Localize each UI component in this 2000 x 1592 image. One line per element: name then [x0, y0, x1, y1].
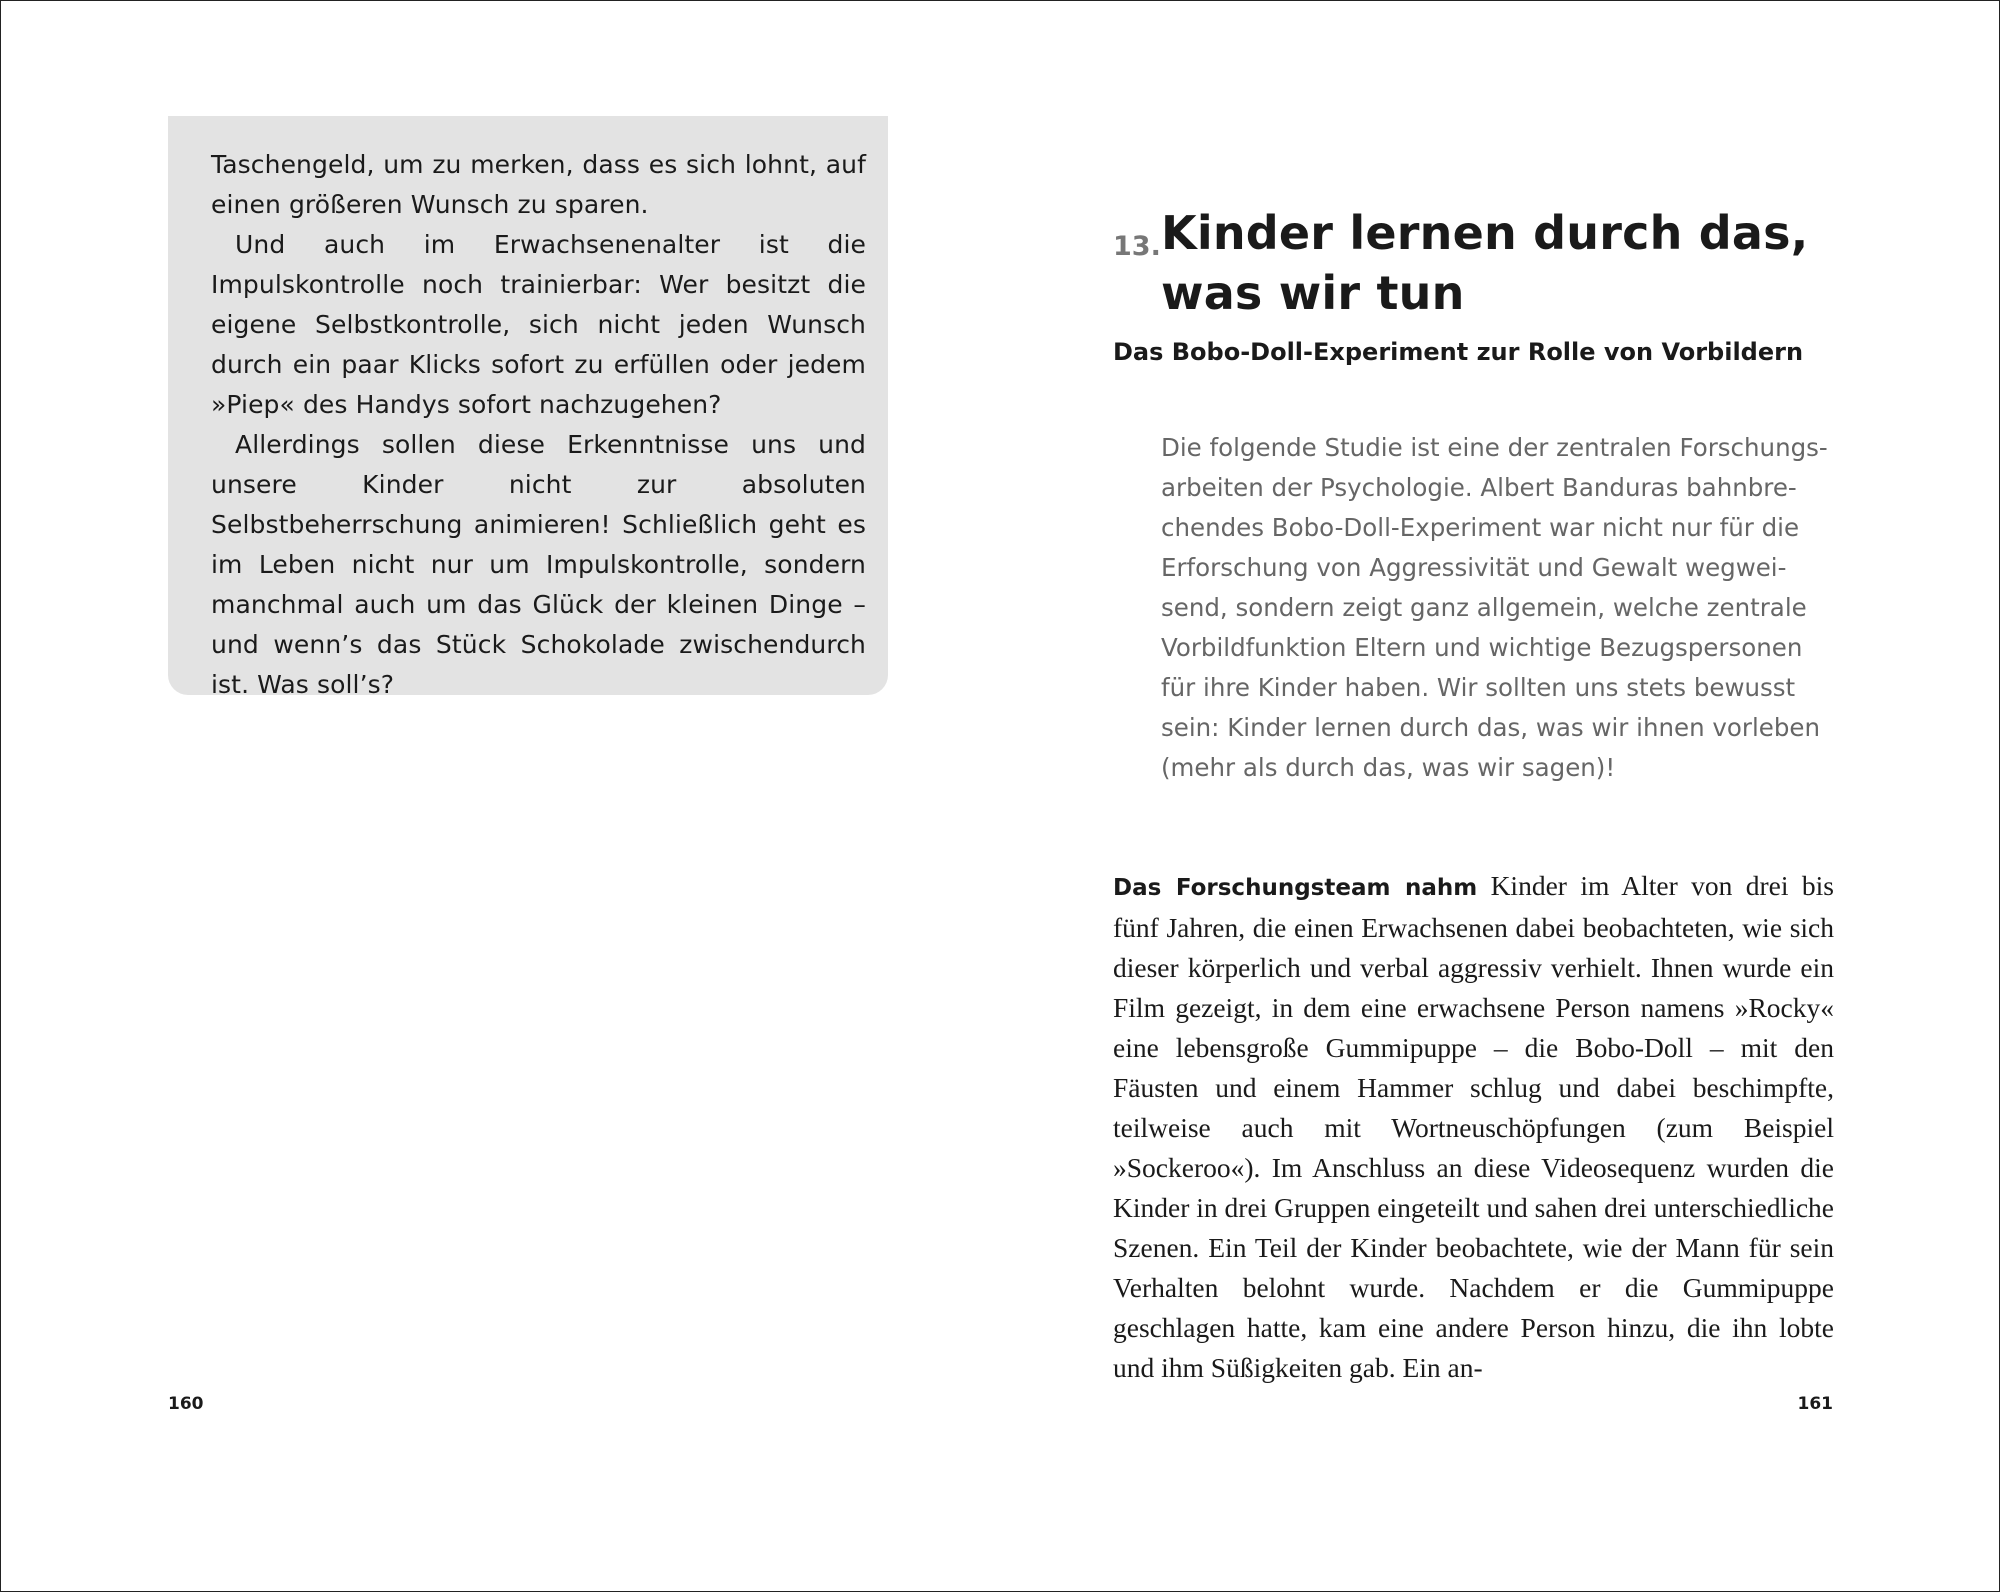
intro-line: send, sondern zeigt ganz allgemein, welche zentrale: [1161, 593, 1807, 622]
box-paragraph: Allerdings sollen diese Erkenntnisse uns und unsere Kinder nicht zur absoluten Selbstbeherrschung animieren! Schließlich geht es im Leben nicht nur um Impulskontrolle, sondern manchmal auch um das Glück der kleinen Dinge – und wenn’s das Stück Schokolade zwischendurch ist. Was soll’s?: [211, 430, 866, 699]
intro-line: Die folgende Studie ist eine der zentralen Forschungs-: [1161, 433, 1828, 462]
intro-text: [1161, 428, 1829, 788]
intro-line: für ihre Kinder haben. Wir sollten uns stets bewusst: [1161, 673, 1796, 702]
right-page: [1000, 0, 2000, 1592]
intro-line: Erforschung von Aggressivität und Gewalt wegwei-: [1161, 553, 1787, 582]
intro-line: arbeiten der Psychologie. Albert Banduras bahnbre-: [1161, 473, 1797, 502]
chapter-subtitle: Das Bobo-Doll-Experiment zur Rolle von Vorbildern: [1113, 338, 1804, 366]
chapter-number: 13.: [1113, 231, 1161, 262]
body-paragraph: Kinder im Alter von drei bis fünf Jahren, die einen Erwachsenen dabei beobachteten, wie sich dieser körperlich und verbal aggressiv verhielt. Ihnen wurde ein Film gezeigt, in dem eine erwachsene Person namens »Rocky« eine lebensgroße Gummipuppe – die Bobo-Doll – mit den Fäusten und einem Hammer schlug und dabei beschimpfte, teilweise auch mit Wortneuschöpfungen (zum Beispiel »Sockeroo«). Im Anschluss an diese Videosequenz wurden die Kinder in drei Gruppen eingeteilt und sahen drei unterschiedliche Szenen. Ein Teil der Kinder beobachtete, wie der Mann für sein Verhalten belohnt wurde. Nachdem er die Gummipuppe geschlagen hatte, kam eine andere Person hinzu, die ihn lobte und ihm Süßigkeiten gab. Ein an-: [1113, 870, 1834, 1383]
box-paragraph: Und auch im Erwachsenenalter ist die Impulskontrolle noch trainierbar: Wer besitzt die eigene Selbstkontrolle, sich nicht jeden Wunsch durch ein paar Klicks sofort zu erfüllen oder jedem »Piep« des Handys sofort nachzugehen?: [211, 230, 866, 419]
chapter-title-line: was wir tun: [1161, 266, 1465, 320]
chapter-title: [1161, 203, 1808, 323]
body-lead-in: Das Forschungsteam nahm: [1113, 875, 1478, 901]
box-paragraph: Taschengeld, um zu merken, dass es sich lohnt, auf einen größeren Wunsch zu sparen.: [211, 150, 866, 219]
chapter-title-line: Kinder lernen durch das,: [1161, 206, 1809, 260]
info-box: [168, 116, 888, 699]
intro-line: (mehr als durch das, was wir sagen)!: [1161, 753, 1616, 782]
page-number: 160: [168, 1394, 204, 1414]
intro-line: Vorbildfunktion Eltern und wichtige Bezugspersonen: [1161, 633, 1803, 662]
body-text: [1113, 866, 1834, 1388]
intro-line: chendes Bobo-Doll-Experiment war nicht nur für die: [1161, 513, 1800, 542]
intro-line: sein: Kinder lernen durch das, was wir ihnen vorleben: [1161, 713, 1820, 742]
page-number: 161: [1797, 1394, 1833, 1414]
